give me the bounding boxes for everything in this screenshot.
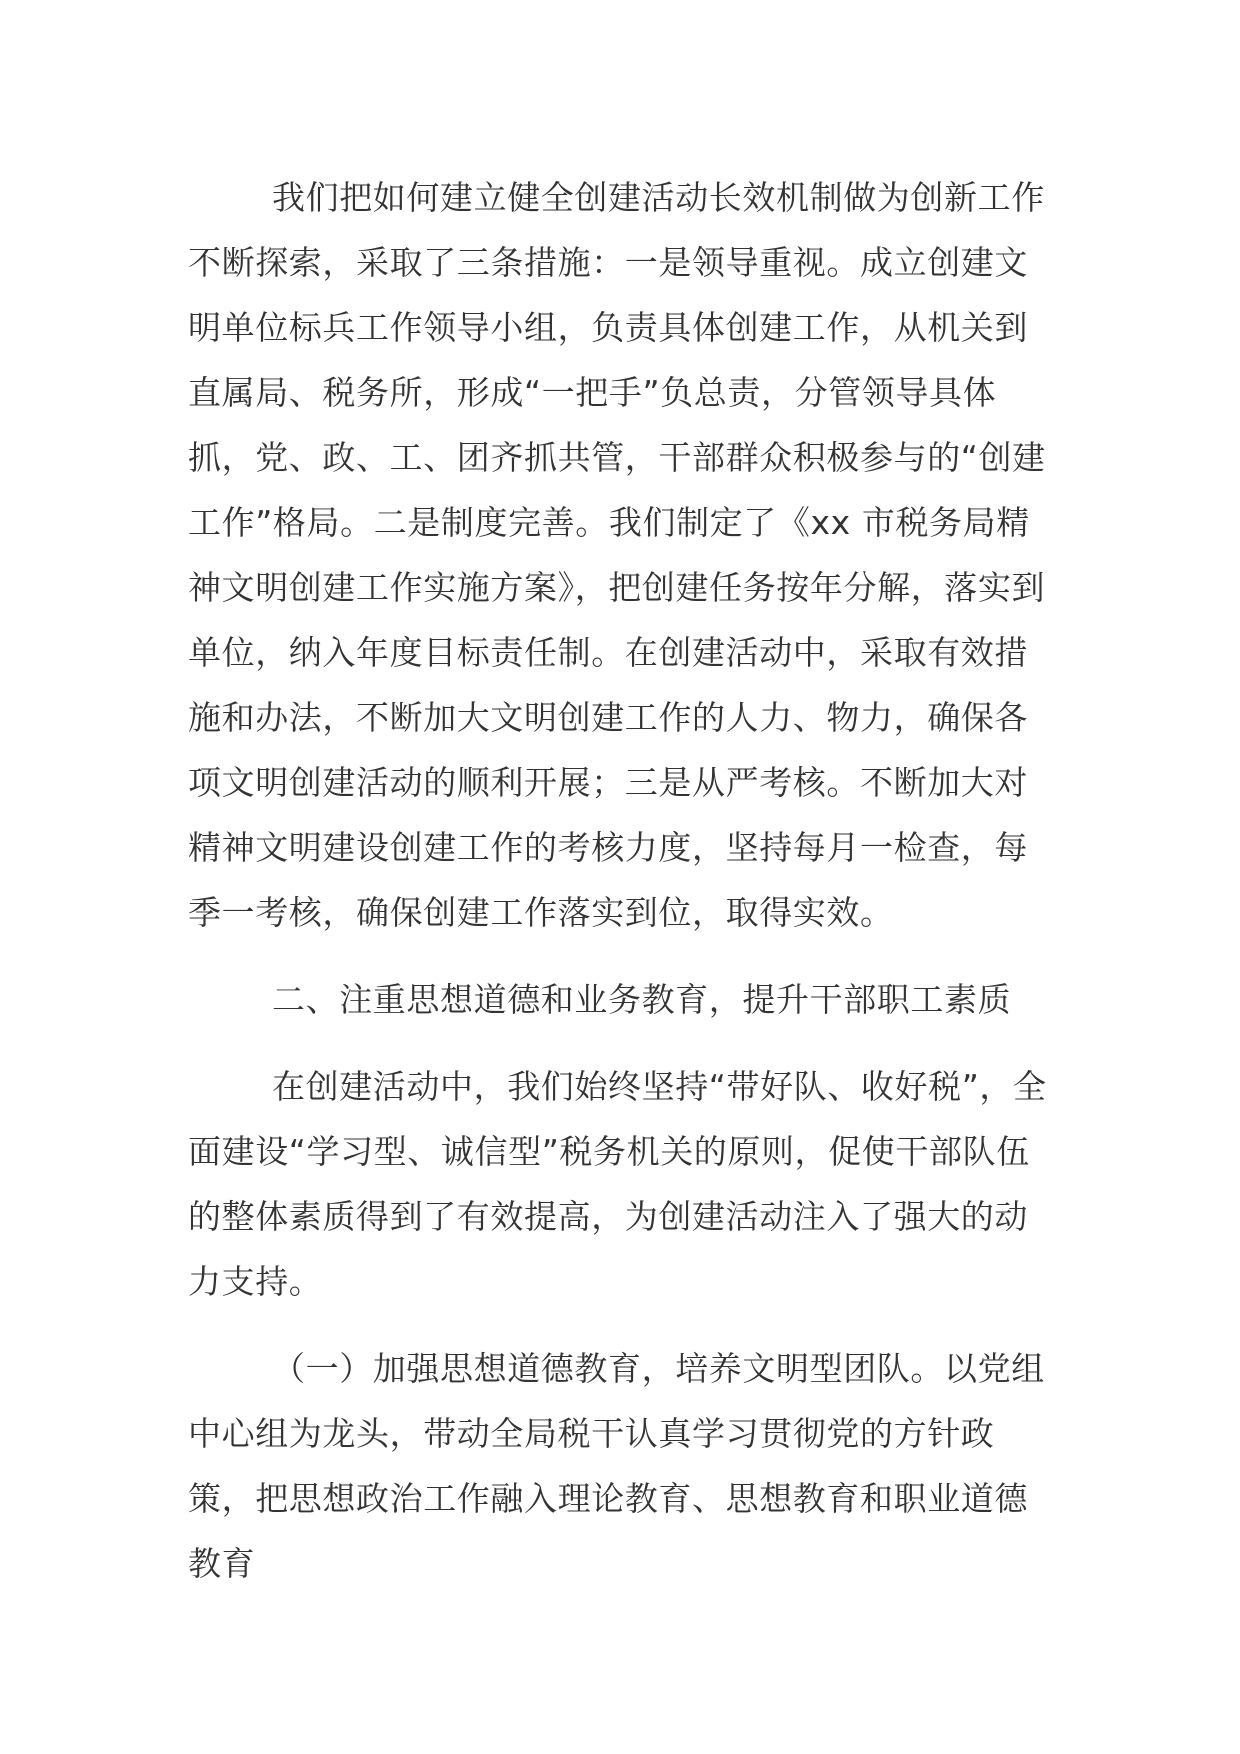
paragraph-spacer: [188, 1032, 1050, 1054]
paragraph-moral-education: （一）加强思想道德教育，培养文明型团队。以党组中心组为龙头，带动全局税干认真学习贯彻党的方针政策，把思想政治工作融入理论教育、思想教育和职业道德教育: [188, 1349, 1045, 1583]
paragraph-spacer: [188, 945, 1050, 967]
paragraph-spacer: [188, 1314, 1050, 1336]
paragraph-mechanism: 我们把如何建立健全创建活动长效机制做为创新工作不断探索，采取了三条措施：一是领导重视。成立创建文明单位标兵工作领导小组，负责具体创建工作，从机关到直属局、税务所，形成“一把手”负总责，分管领导具体抓，党、政、工、团齐抓共管，干部群众积极参与的“创建工作”格局。二是制度完善。我们制定了《xx 市税务局精神文明创建工作实施方案》，把创建任务按年分解，落实到单位，纳入年度目标责任制。在创建活动中，采取有效措施和办法，不断加大文明创建工作的人力、物力，确保各项文明创建活动的顺利开展；三是从严考核。不断加大对精神文明建设创建工作的考核力度，坚持每月一检查，每季一考核，确保创建工作落实到位，取得实效。: [188, 178, 1046, 932]
paragraph-quality: 在创建活动中，我们始终坚持“带好队、收好税”，全面建设“学习型、诚信型”税务机关的原则，促使干部队伍的整体素质得到了有效提高，为创建活动注入了强大的动力支持。: [188, 1067, 1047, 1301]
section-heading-education: 二、注重思想道德和业务教育，提升干部职工素质: [272, 980, 1012, 1019]
document-body: [188, 165, 1050, 1596]
